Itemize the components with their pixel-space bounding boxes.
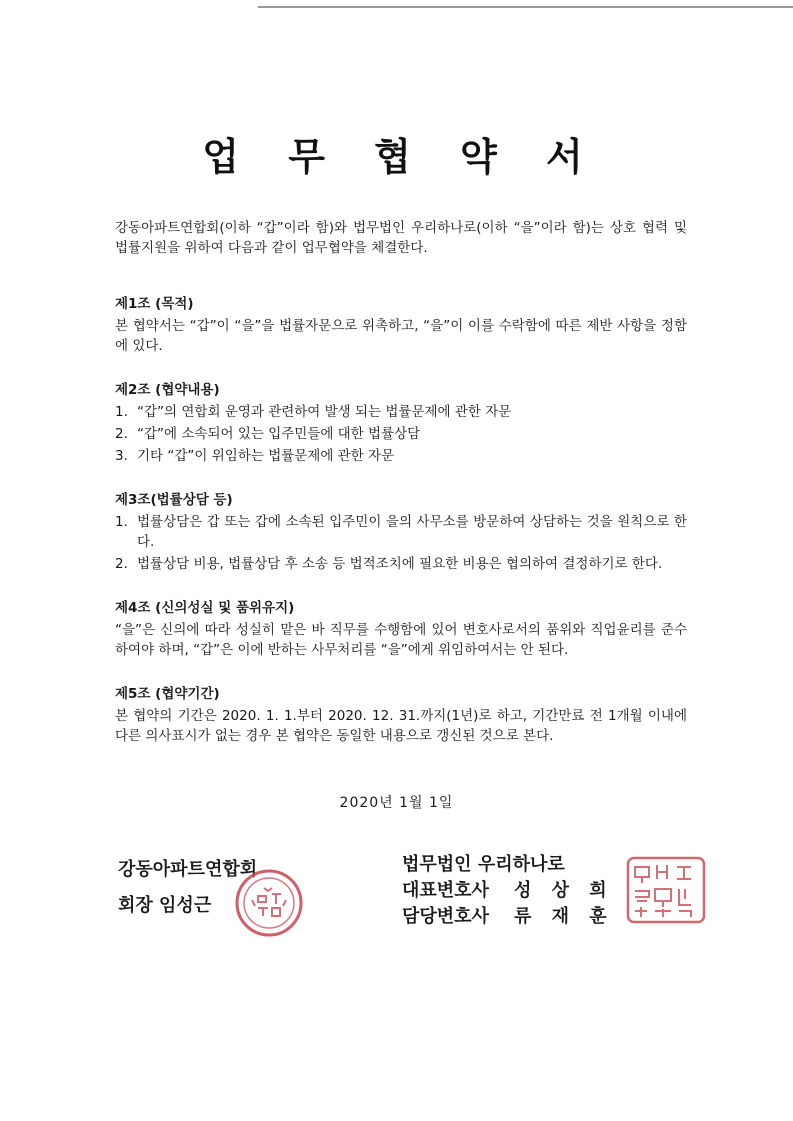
list-item (115, 554, 687, 574)
list-item (115, 446, 687, 466)
intro-paragraph: 강동아파트연합회(이하 “갑”이라 함)와 법무법인 우리하나로(이하 “을”이라 함)는 상호 협력 및 법률지원을 위하여 다음과 같이 업무협약을 체결한다. (115, 220, 687, 256)
list-item (115, 424, 687, 444)
party-left-rep: 회장 임성근 (118, 895, 212, 916)
article-title: 제1조 (목적) (115, 296, 194, 312)
signatory-role: 담당변호사 (402, 906, 489, 927)
article-title: 제4조 (신의성실 및 품위유지) (115, 600, 295, 616)
article-body: 본 협약의 기간은 2020. 1. 1.부터 2020. 12. 31.까지(1년)로 하고, 기간만료 전 1개월 이내에 다른 의사표시가 없는 경우 본 협약은 동일한 내용으로 갱신된 것으로 본다. (115, 708, 687, 744)
article-3 (115, 490, 687, 574)
item-text: 법률상담은 갑 또는 갑에 소속된 입주민이 을의 사무소를 방문하여 상담하는 것을 원칙으로 한다. (137, 514, 687, 550)
article-body: 본 협약서는 “갑”이 “을”을 법률자문으로 위촉하고, “을”이 이를 수락함에 따른 제반 사항을 정함에 있다. (115, 318, 687, 354)
article-title: 제2조 (협약내용) (115, 382, 220, 398)
item-number: 1. (115, 404, 128, 420)
signatory-row (402, 904, 614, 930)
party-right-block (402, 852, 614, 930)
item-text: 기타 “갑”이 위임하는 법률문제에 관한 자문 (137, 448, 395, 464)
item-number: 1. (115, 514, 128, 530)
list-item (115, 402, 687, 422)
document-body (115, 218, 687, 770)
party-right-org: 법무법인 우리하나로 (402, 854, 565, 875)
article-title: 제3조(법률상담 등) (115, 492, 233, 508)
party-left-org: 강동아파트연합회 (118, 859, 258, 880)
signatory-row (402, 878, 614, 904)
article-item-list (115, 402, 687, 466)
item-number: 2. (115, 426, 128, 442)
list-item (115, 512, 687, 552)
article-title: 제5조 (협약기간) (115, 686, 220, 702)
article-1 (115, 294, 687, 356)
agreement-date: 2020년 1월 1일 (339, 795, 454, 811)
signatory-name: 류 재 훈 (514, 906, 614, 927)
square-seal-stamp (625, 855, 707, 925)
article-5 (115, 684, 687, 746)
article-item-list (115, 512, 687, 574)
item-text: 법률상담 비용, 법률상담 후 소송 등 법적조치에 필요한 비용은 협의하여 결정하기로 한다. (137, 556, 663, 572)
item-number: 2. (115, 556, 128, 572)
item-text: “갑”의 연합회 운영과 관련하여 발생 되는 법률문제에 관한 자문 (137, 404, 512, 420)
round-seal-stamp (234, 868, 304, 938)
signatory-name: 성 상 희 (514, 880, 614, 901)
item-text: “갑”에 소속되어 있는 입주민들에 대한 법률상담 (137, 426, 421, 442)
item-number: 3. (115, 448, 128, 464)
article-body: “을”은 신의에 따라 성실히 맡은 바 직무를 수행함에 있어 변호사로서의 품위와 직업윤리를 준수하여야 하며, “갑”은 이에 반하는 사무처리를 “을”에게 위임하여서는 안 된다. (115, 622, 687, 658)
article-4 (115, 598, 687, 660)
signatory-role: 대표변호사 (402, 880, 489, 901)
document-title: 업 무 협 약 서 (202, 134, 601, 179)
scan-edge-line (258, 6, 793, 8)
article-2 (115, 380, 687, 466)
